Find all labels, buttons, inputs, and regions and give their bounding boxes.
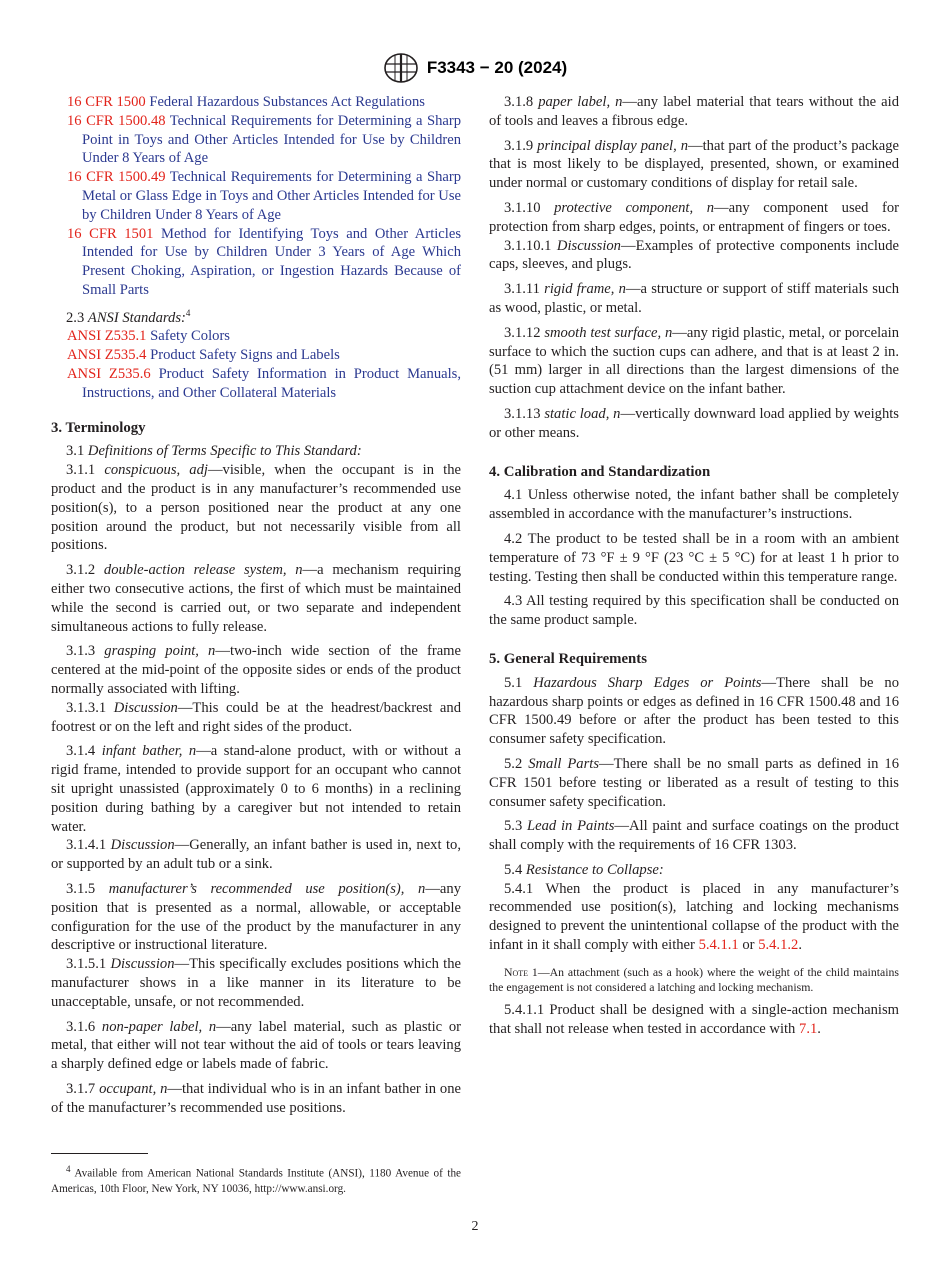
paragraph: 3.1.12 smooth test surface, n—any rigid plastic, metal, or porcelain surface to which the suction cups can adhere, and that is at least 2 in. (51 mm) larger in all directions than the largest dimensions of the suction cup attachment device on the infant bather. bbox=[489, 324, 899, 398]
footnote: $^4$ Available from American National Standards Institute (ANSI), 1180 Avenue of the Americas, 10th Floor, New York, NY 10036, http://www.ansi.org. bbox=[51, 1164, 462, 1195]
paragraph: 3.1.13 static load, n—vertically downward load applied by weights or other means. bbox=[489, 405, 899, 441]
paragraph: 3.1.3 grasping point, n—two-inch wide section of the frame centered at the mid-point of the opposite sides or ends of the product normally associated with lifting. bbox=[51, 643, 462, 697]
reference-code[interactable]: ANSI Z535.6 bbox=[67, 366, 151, 383]
cross-reference-link[interactable]: 5.4.1.2 bbox=[758, 937, 799, 954]
paragraph: 3.1.6 non-paper label, n—any label material, such as plastic or metal, that either will not tear without the aid of tools or tears leaving a sharply defined edge or labels made of fabric. bbox=[51, 1018, 461, 1073]
reference-title[interactable]: Product Safety Signs and Labels bbox=[150, 347, 340, 364]
reference-entry bbox=[51, 112, 461, 168]
page-header bbox=[0, 50, 950, 86]
paragraph: 3.1.11 rigid frame, n—a structure or support of stiff materials such as wood, plastic, or metal. bbox=[489, 281, 899, 316]
cross-reference-link[interactable]: 5.4.1.1 bbox=[698, 937, 739, 954]
paragraph: 3.1.3.1 Discussion—This could be at the headrest/backrest and footrest or on the left and right sides of the product. bbox=[51, 699, 461, 735]
reference-code[interactable]: 16 CFR 1500 bbox=[67, 94, 146, 110]
paragraph: 3.1 Definitions of Terms Specific to This Standard: bbox=[66, 443, 362, 460]
paragraph: 3.1.4.1 Discussion—Generally, an infant bather is used in, next to, or supported by an adult tub or a sink. bbox=[51, 837, 461, 873]
reference-title[interactable]: Technical Requirements for Determining a Sharp Metal or Glass Edge in Toys and Other Articles Intended for Use by Children Under 8 Years of Age bbox=[82, 169, 462, 223]
paragraph: 5.3 Lead in Paints—All paint and surface coatings on the product shall comply with the requirements of 16 CFR 1303. bbox=[489, 818, 899, 854]
reference-entry bbox=[51, 168, 461, 224]
right-column bbox=[489, 93, 899, 1044]
reference-code[interactable]: ANSI Z535.4 bbox=[67, 347, 147, 364]
reference-title[interactable]: Safety Colors bbox=[150, 328, 230, 345]
reference-entry bbox=[51, 365, 461, 403]
note: Note 1—An attachment (such as a hook) where the weight of the child maintains the engagement is not considered a latching and locking mechanism. bbox=[489, 964, 899, 994]
footnote-marker: 4 bbox=[185, 307, 191, 318]
document-id: F3343 − 20 (2024) bbox=[426, 58, 568, 77]
reference-code[interactable]: 16 CFR 1500.49 bbox=[67, 169, 166, 186]
paragraph: 4.2 The product to be tested shall be in a room with an ambient temperature of 73 °F ± 9 °F (23 °C ± 5 °C) for at least 1 h prior to testing. Testing then shall be conducted within this temperature range. bbox=[489, 530, 899, 585]
section-heading: 3. Terminology bbox=[51, 419, 146, 436]
reference-code[interactable]: 16 CFR 1500.48 bbox=[67, 112, 166, 129]
ansi-heading: 2.3 ANSI Standards:$^4$ bbox=[66, 307, 191, 326]
paragraph: 3.1.4 infant bather, n—a stand-alone product, with or without a rigid frame, intended to provide support for an occupant who cannot sit upright unassisted (approximately 0 to 6 months) in a reclining position during bathing by a caregiver but not intended to retain water. bbox=[51, 743, 461, 835]
reference-title[interactable]: Method for Identifying Toys and Other Articles Intended for Use by Children Under 3 Years of Age Which Present Choking, Aspiration, or Ingestion Hazards Because of Small Parts bbox=[82, 225, 461, 298]
paragraph: 3.1.2 double-action release system, n—a mechanism requiring either two consecutive actions, the first of which must be maintained while the second is carried out, or two separate and independent simultaneous actions to fully release. bbox=[51, 562, 461, 635]
section-heading: 4. Calibration and Standardization bbox=[489, 463, 711, 480]
paragraph: 3.1.7 occupant, n—that individual who is in an infant bather in one of the manufacturer’s recommended use positions. bbox=[51, 1080, 461, 1116]
reference-entry bbox=[51, 93, 461, 112]
astm-logo-icon bbox=[383, 52, 419, 84]
paragraph: 4.3 All testing required by this specification shall be conducted on the same product sample. bbox=[489, 593, 899, 629]
paragraph: 3.1.1 conspicuous, adj—visible, when the occupant is in the product and the product is in any manufacturer’s recommended use position(s), to a person positioned near the product at any one position around the product, but not necessarily visible from all positions. bbox=[51, 462, 461, 554]
paragraph: 5.1 Hazardous Sharp Edges or Points—There shall be no hazardous sharp points or edges as defined in 16 CFR 1500.48 and 16 CFR 1500.49 before or after the product has been tested to this consumer safety specification. bbox=[489, 674, 899, 748]
reference-title[interactable]: Federal Hazardous Substances Act Regulations bbox=[149, 94, 425, 110]
reference-title[interactable]: Product Safety Information in Product Manuals, Instructions, and Other Collateral Materials bbox=[82, 366, 461, 401]
reference-code[interactable]: 16 CFR 1501 bbox=[67, 225, 154, 242]
reference-entry bbox=[51, 225, 461, 300]
paragraph: 3.1.10.1 Discussion—Examples of protective components include caps, sleeves, and plugs. bbox=[489, 237, 900, 273]
paragraph: 3.1.5 manufacturer’s recommended use position(s), n—any position that is presented as a normal, allowable, or acceptable configuration for the use of the product by the manufacturer in any descriptive or instructional literature. bbox=[51, 880, 461, 954]
paragraph: 5.4.1.1 Product shall be designed with a single-action mechanism that shall not release when tested in accordance with 7.1. bbox=[489, 1001, 899, 1037]
left-column bbox=[51, 93, 461, 1124]
footnote-divider bbox=[51, 1153, 148, 1154]
paragraph: 3.1.10 protective component, n—any component used for protection from sharp edges, points, or entrapment of fingers or toes. bbox=[489, 199, 899, 235]
paragraph: 5.4.1 When the product is placed in any manufacturer’s recommended use position(s), latching and locking mechanisms designed to prevent the unintentional collapse of the product with the infant in it shall comply with either 5.4.1.1 or 5.4.1.2. bbox=[489, 880, 899, 954]
paragraph: 3.1.8 paper label, n—any label material that tears without the aid of tools and leaves a fibrous edge. bbox=[489, 94, 899, 129]
reference-title[interactable]: Technical Requirements for Determining a Sharp Point in Toys and Other Articles Intended for Use by Children Under 8 Years of Age bbox=[82, 112, 462, 167]
section-heading: 5. General Requirements bbox=[489, 650, 647, 667]
paragraph: 4.1 Unless otherwise noted, the infant bather shall be completely assembled in accordance with the manufacturer’s instructions. bbox=[489, 487, 899, 523]
reference-entry bbox=[51, 346, 461, 365]
paragraph: 5.2 Small Parts—There shall be no small parts as defined in 16 CFR 1501 before testing or liberated as a result of testing to this consumer safety specification. bbox=[489, 755, 900, 810]
cross-reference-link[interactable]: 7.1 bbox=[799, 1020, 818, 1037]
paragraph: 3.1.5.1 Discussion—This specifically excludes positions which the manufacturer shows in a like manner in its literature to be unacceptable, unsafe, or not recommended. bbox=[51, 956, 461, 1010]
paragraph: 3.1.9 principal display panel, n—that part of the product’s package that is most likely to be displayed, presented, shown, or examined under normal or customary conditions of display for retail sale. bbox=[489, 137, 899, 192]
reference-entry bbox=[51, 327, 461, 346]
paragraph: 5.4 Resistance to Collapse: bbox=[504, 861, 664, 878]
page-number: 2 bbox=[471, 1219, 479, 1234]
reference-code[interactable]: ANSI Z535.1 bbox=[67, 328, 147, 345]
